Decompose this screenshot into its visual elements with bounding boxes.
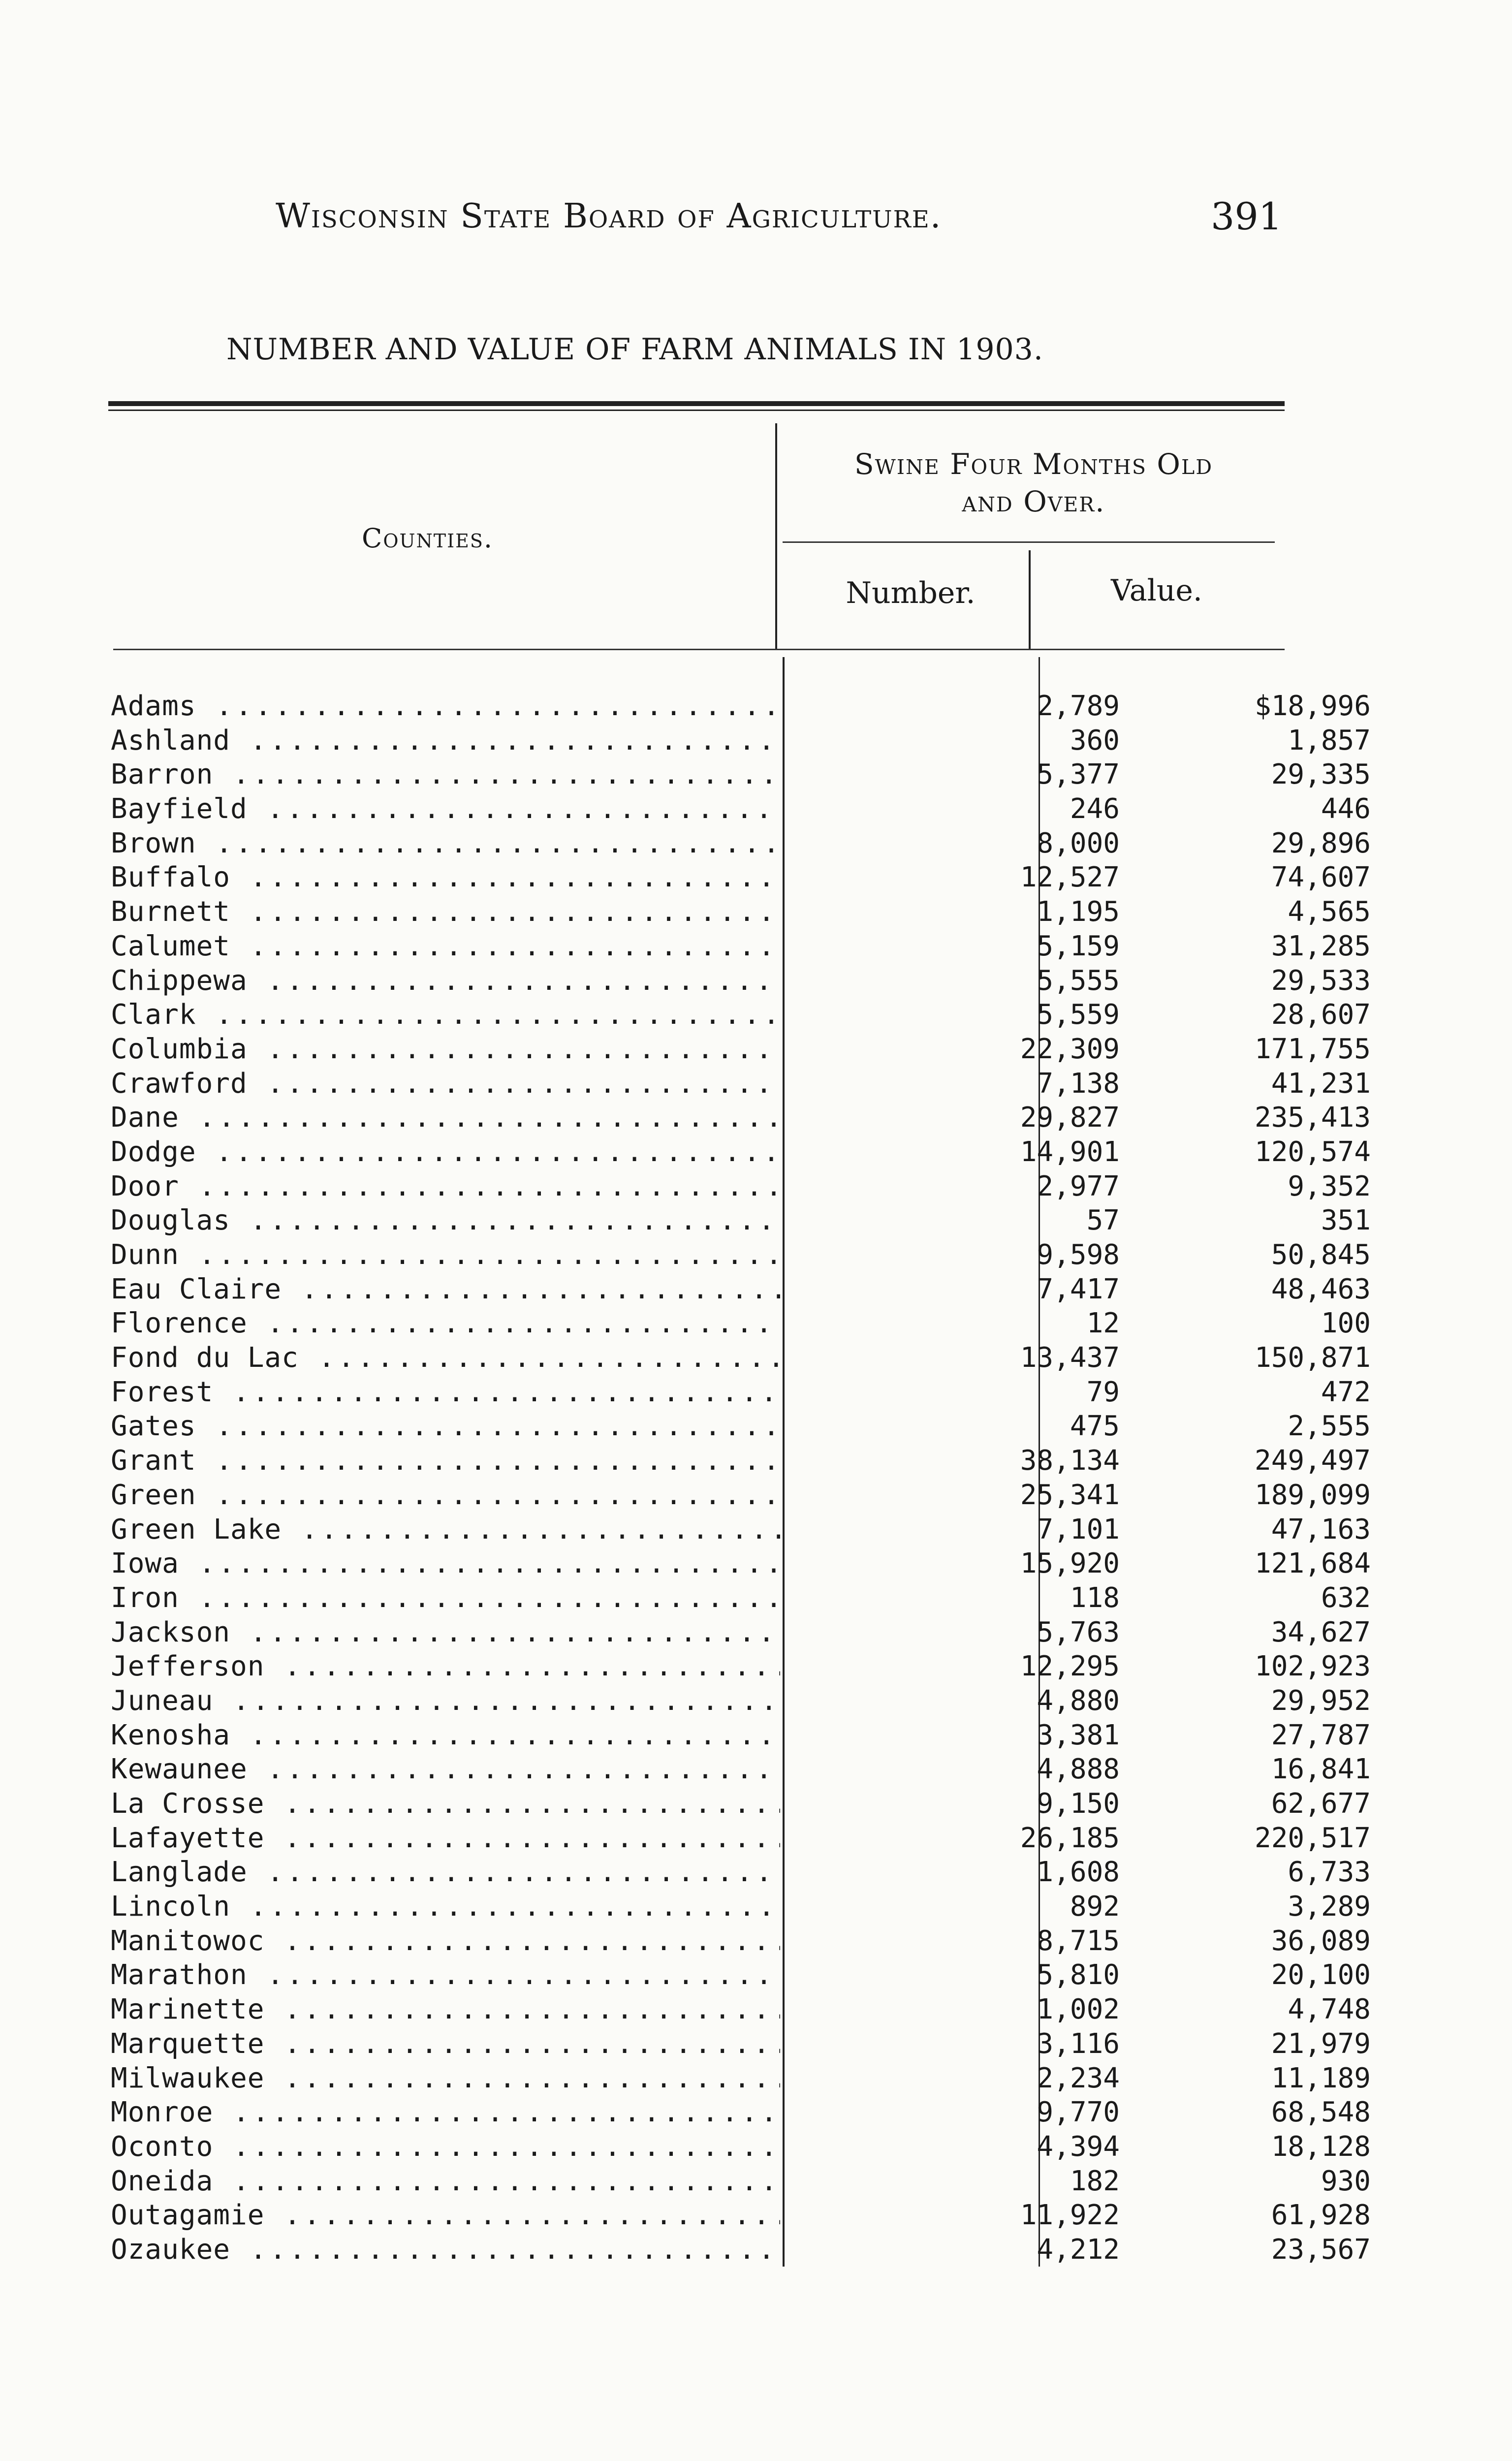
swine-value: 28,607 [1271,999,1371,1031]
county-name: Ashland ..... [111,725,780,757]
swine-number: 5,763 [1037,1616,1120,1648]
swine-value: 150,871 [1254,1342,1371,1374]
swine-value: 21,979 [1271,2027,1371,2060]
county-name: Dane ..... [111,1102,780,1134]
swine-number: 38,134 [1020,1445,1120,1477]
table-top-rule-thin [108,410,1285,411]
swine-number: 29,827 [1020,1102,1120,1134]
swine-value: 62,677 [1271,1788,1371,1820]
county-name: Barron ..... [111,758,780,790]
swine-number: 360 [1070,724,1120,757]
swine-number: 892 [1070,1891,1120,1923]
body-divider-counties [783,657,785,2267]
swine-value: 4,748 [1288,1993,1371,2026]
county-name: Iowa ..... [111,1547,780,1579]
county-name: Brown ..... [111,827,780,859]
swine-number: 7,417 [1037,1273,1120,1305]
swine-number: 26,185 [1020,1822,1120,1854]
county-name: Juneau ..... [111,1685,780,1717]
county-name: Douglas ..... [111,1204,780,1236]
swine-value: 632 [1321,1581,1371,1614]
swine-value: 74,607 [1271,861,1371,894]
swine-value: 120,574 [1254,1136,1371,1168]
swine-number: 8,715 [1037,1925,1120,1957]
column-group-header-line2: and Over. [962,485,1105,518]
swine-value: 29,533 [1271,964,1371,997]
swine-value: 3,289 [1288,1891,1371,1923]
swine-value: 23,567 [1271,2233,1371,2266]
swine-value: 61,928 [1271,2199,1371,2232]
swine-number: 1,002 [1037,1993,1120,2026]
swine-number: 3,116 [1037,2027,1120,2060]
county-name: Dodge ..... [111,1136,780,1168]
swine-value: 930 [1321,2165,1371,2197]
county-name: Buffalo ..... [111,861,780,893]
swine-number: 5,555 [1037,964,1120,997]
swine-value: 472 [1321,1376,1371,1408]
swine-value: 102,923 [1254,1650,1371,1683]
header-bottom-rule [113,649,1285,650]
county-name: Gates ..... [111,1410,780,1442]
county-name: Jackson ..... [111,1616,780,1648]
swine-value: 2,555 [1288,1410,1371,1443]
county-name: Florence ..... [111,1307,780,1339]
swine-value: 189,099 [1254,1479,1371,1511]
swine-value: 100 [1321,1307,1371,1340]
swine-value: 27,787 [1271,1719,1371,1751]
county-name: Marathon ..... [111,1959,780,1991]
swine-value: 41,231 [1271,1067,1371,1100]
swine-value: 11,189 [1271,2062,1371,2094]
subheader-rule [783,541,1275,543]
swine-number: 4,888 [1037,1753,1120,1786]
column-group-header [792,445,1275,520]
swine-number: 9,598 [1037,1239,1120,1271]
swine-value: 20,100 [1271,1959,1371,1991]
county-name: Calumet ..... [111,930,780,962]
swine-value: 16,841 [1271,1753,1371,1786]
county-name: Eau Claire ..... [111,1273,780,1305]
county-name: Bayfield ..... [111,793,780,825]
county-name: Dunn ..... [111,1239,780,1271]
swine-value: $18,996 [1254,690,1371,722]
county-name: Outagamie ..... [111,2199,780,2231]
swine-number: 12,295 [1020,1650,1120,1683]
swine-value: 29,952 [1271,1684,1371,1717]
swine-number: 22,309 [1020,1033,1120,1065]
county-name: Milwaukee ..... [111,2062,780,2094]
swine-value: 249,497 [1254,1445,1371,1477]
swine-number: 2,977 [1037,1170,1120,1202]
swine-value: 68,548 [1271,2096,1371,2129]
swine-value: 4,565 [1288,896,1371,928]
swine-number: 5,810 [1037,1959,1120,1991]
swine-number: 13,437 [1020,1342,1120,1374]
column-header-value: Value. [1110,573,1202,608]
swine-number: 25,341 [1020,1479,1120,1511]
swine-number: 4,212 [1037,2233,1120,2266]
county-name: Burnett ..... [111,896,780,928]
county-name: Ozaukee ..... [111,2234,780,2266]
swine-value: 446 [1321,793,1371,825]
swine-number: 7,138 [1037,1067,1120,1100]
county-name: Monroe ..... [111,2096,780,2128]
swine-number: 5,377 [1037,758,1120,791]
swine-number: 4,394 [1037,2130,1120,2163]
swine-value: 31,285 [1271,930,1371,962]
swine-value: 29,896 [1271,827,1371,859]
swine-value: 9,352 [1288,1170,1371,1202]
swine-number: 246 [1070,793,1120,825]
county-name: Jefferson ..... [111,1650,780,1682]
swine-number: 7,101 [1037,1513,1120,1546]
column-group-header-line1: Swine Four Months Old [854,447,1213,481]
column-header-counties: Counties. [362,523,494,554]
county-name: Crawford ..... [111,1068,780,1100]
swine-value: 121,684 [1254,1547,1371,1580]
swine-number: 9,770 [1037,2096,1120,2129]
county-name: Iron ..... [111,1582,780,1614]
swine-number: 475 [1070,1410,1120,1443]
county-name: Marquette ..... [111,2028,780,2060]
swine-number: 8,000 [1037,827,1120,859]
swine-value: 34,627 [1271,1616,1371,1648]
swine-value: 171,755 [1254,1033,1371,1065]
header-divider-vertical [775,423,777,650]
swine-value: 36,089 [1271,1925,1371,1957]
county-name: Kenosha ..... [111,1719,780,1751]
page-number: 391 [1211,194,1283,238]
column-header-number: Number. [846,576,976,610]
swine-value: 6,733 [1288,1856,1371,1889]
county-name: Langlade ..... [111,1856,780,1888]
county-name: Oneida ..... [111,2165,780,2197]
county-name: Green ..... [111,1479,780,1511]
swine-value: 235,413 [1254,1102,1371,1134]
county-name: Adams ..... [111,690,780,722]
county-name: Marinette ..... [111,1993,780,2025]
county-name: Clark ..... [111,999,780,1031]
swine-number: 182 [1070,2165,1120,2197]
county-name: Manitowoc ..... [111,1925,780,1957]
swine-value: 48,463 [1271,1273,1371,1305]
county-name: Columbia ..... [111,1033,780,1065]
swine-number: 118 [1070,1581,1120,1614]
subheader-divider-vertical [1029,550,1031,649]
county-name: La Crosse ..... [111,1788,780,1820]
county-name: Forest ..... [111,1376,780,1408]
swine-number: 2,789 [1037,690,1120,722]
swine-number: 11,922 [1020,2199,1120,2232]
county-name: Green Lake ..... [111,1514,780,1546]
swine-number: 5,159 [1037,930,1120,962]
swine-value: 29,335 [1271,758,1371,791]
running-head: Wisconsin State Board of Agriculture. [276,197,942,236]
county-name: Lincoln ..... [111,1891,780,1923]
swine-value: 47,163 [1271,1513,1371,1546]
swine-number: 12,527 [1020,861,1120,894]
swine-number: 57 [1086,1204,1120,1237]
table-top-rule [108,401,1285,406]
swine-number: 1,608 [1037,1856,1120,1889]
swine-number: 1,195 [1037,896,1120,928]
county-name: Kewaunee ..... [111,1753,780,1785]
county-name: Lafayette ..... [111,1822,780,1854]
county-name: Chippewa ..... [111,965,780,997]
table-title: NUMBER AND VALUE OF FARM ANIMALS IN 1903. [226,332,1043,367]
swine-value: 220,517 [1254,1822,1371,1854]
county-name: Door ..... [111,1170,780,1202]
swine-value: 1,857 [1288,724,1371,757]
swine-number: 14,901 [1020,1136,1120,1168]
swine-number: 9,150 [1037,1788,1120,1820]
swine-value: 18,128 [1271,2130,1371,2163]
swine-number: 5,559 [1037,999,1120,1031]
swine-number: 2,234 [1037,2062,1120,2094]
swine-number: 12 [1086,1307,1120,1340]
swine-value: 351 [1321,1204,1371,1237]
swine-number: 79 [1086,1376,1120,1408]
county-name: Fond du Lac ..... [111,1342,780,1374]
swine-number: 15,920 [1020,1547,1120,1580]
swine-value: 50,845 [1271,1239,1371,1271]
swine-number: 4,880 [1037,1684,1120,1717]
swine-number: 3,381 [1037,1719,1120,1751]
county-name: Grant ..... [111,1445,780,1477]
county-name: Oconto ..... [111,2131,780,2163]
